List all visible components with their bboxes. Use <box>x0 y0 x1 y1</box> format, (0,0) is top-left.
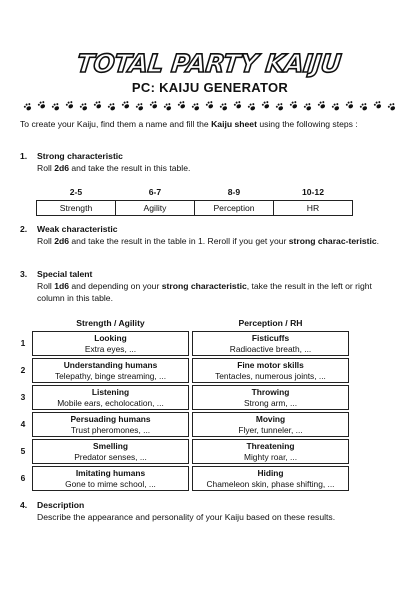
step-description <box>20 499 390 523</box>
talent-cell-right: Fine motor skills Tentacles, numerous joints, ... <box>192 358 349 383</box>
step-title: Special talent <box>37 269 93 279</box>
footprint-icon <box>121 100 131 110</box>
page-subtitle: PC: KAIJU GENERATOR <box>131 80 289 95</box>
step-text: Roll 2d6 and take the result in this table. <box>37 163 191 173</box>
table-header: 6-7 <box>148 186 162 197</box>
footprint-icon <box>205 100 215 110</box>
footprint-icon <box>373 100 383 110</box>
footprint-icon <box>233 100 243 110</box>
row-number: 4 <box>20 419 26 429</box>
footprint-icon <box>51 102 61 112</box>
table-cell: Strength <box>37 200 116 215</box>
step-strong-characteristic <box>20 150 390 174</box>
talent-row <box>18 439 358 465</box>
footprint-icon <box>37 100 47 110</box>
talent-col2-header: Perception / RH <box>238 318 303 328</box>
step-text: Roll 2d6 and take the result in the table in 1. Reroll if you get your strong charac-teristic. <box>37 236 380 246</box>
table-header: 10-12 <box>302 186 324 197</box>
footprint-icon <box>107 102 117 112</box>
talent-cell-right: Fisticuffs Radioactive breath, ... <box>192 331 349 356</box>
footprint-icon <box>23 102 33 112</box>
talent-row <box>18 466 358 492</box>
talent-cell-left: Looking Extra eyes, ... <box>32 331 189 356</box>
footprint-icon <box>163 102 173 112</box>
step-text: Describe the appearance and personality of your Kaiju based on these results. <box>37 512 336 522</box>
talent-cell-right: Threatening Mighty roar, ... <box>192 439 349 464</box>
talent-row <box>18 385 358 411</box>
step-title: Description <box>37 500 85 510</box>
talent-cell-left: Understanding humans Telepathy, binge streaming, ... <box>32 358 189 383</box>
table-header: 8-9 <box>227 186 241 197</box>
talent-row <box>18 412 358 438</box>
step-number: 3. <box>20 269 28 279</box>
talent-cell-right: Throwing Strong arm, ... <box>192 385 349 410</box>
footprint-icon <box>79 102 89 112</box>
row-number: 2 <box>20 365 26 375</box>
talent-cell-left: Listening Mobile ears, echolocation, ... <box>32 385 189 410</box>
footprint-icon <box>359 102 369 112</box>
talent-col1-header: Strength / Agility <box>76 318 145 328</box>
step-title: Strong characteristic <box>37 151 123 161</box>
table-header: 2-5 <box>69 186 83 197</box>
footprint-icon <box>135 102 145 112</box>
title-logo <box>75 43 343 83</box>
footprint-icon <box>303 102 313 112</box>
footprint-icon <box>219 102 229 112</box>
intro-text: To create your Kaiju, find them a name and fill the Kaiju sheet using the following steps : <box>20 119 358 129</box>
talent-cell-right: Moving Flyer, tunneler, ... <box>192 412 349 437</box>
table-cell: HR <box>274 200 353 215</box>
step-number: 2. <box>20 224 28 234</box>
footprint-divider <box>22 100 400 112</box>
step-number: 4. <box>20 500 28 510</box>
row-number: 3 <box>20 392 26 402</box>
footprint-icon <box>93 100 103 110</box>
talent-cell-left: Imitating humans Gone to mime school, ... <box>32 466 189 491</box>
row-number: 6 <box>20 473 26 483</box>
footprint-icon <box>261 100 271 110</box>
talent-cell-left: Smelling Predator senses, ... <box>32 439 189 464</box>
footprint-icon <box>149 100 159 110</box>
table-cell: Perception <box>195 200 274 215</box>
strong-characteristic-table <box>36 184 353 216</box>
footprint-icon <box>177 100 187 110</box>
step-number: 1. <box>20 151 28 161</box>
row-number: 1 <box>20 338 26 348</box>
footprint-icon <box>65 100 75 110</box>
talent-cell-right: Hiding Chameleon skin, phase shifting, ... <box>192 466 349 491</box>
footprint-icon <box>331 102 341 112</box>
footprint-icon <box>247 102 257 112</box>
footprint-icon <box>387 102 397 112</box>
talent-cell-left: Persuading humans Trust pheromones, ... <box>32 412 189 437</box>
table-cell: Agility <box>116 200 195 215</box>
footprint-icon <box>289 100 299 110</box>
row-number: 5 <box>20 446 26 456</box>
step-special-talent <box>20 268 390 304</box>
step-title: Weak characteristic <box>37 224 118 234</box>
footprint-icon <box>191 102 201 112</box>
talent-row <box>18 331 358 357</box>
footprint-icon <box>275 102 285 112</box>
talent-row <box>18 358 358 384</box>
footprint-icon <box>317 100 327 110</box>
title-text: TOTAL PARTY KAIJU <box>75 49 343 78</box>
step-text: Roll 1d6 and depending on your strong characteristic, take the result in the left or right column in this table. <box>37 281 372 303</box>
step-weak-characteristic <box>20 223 390 247</box>
footprint-icon <box>345 100 355 110</box>
